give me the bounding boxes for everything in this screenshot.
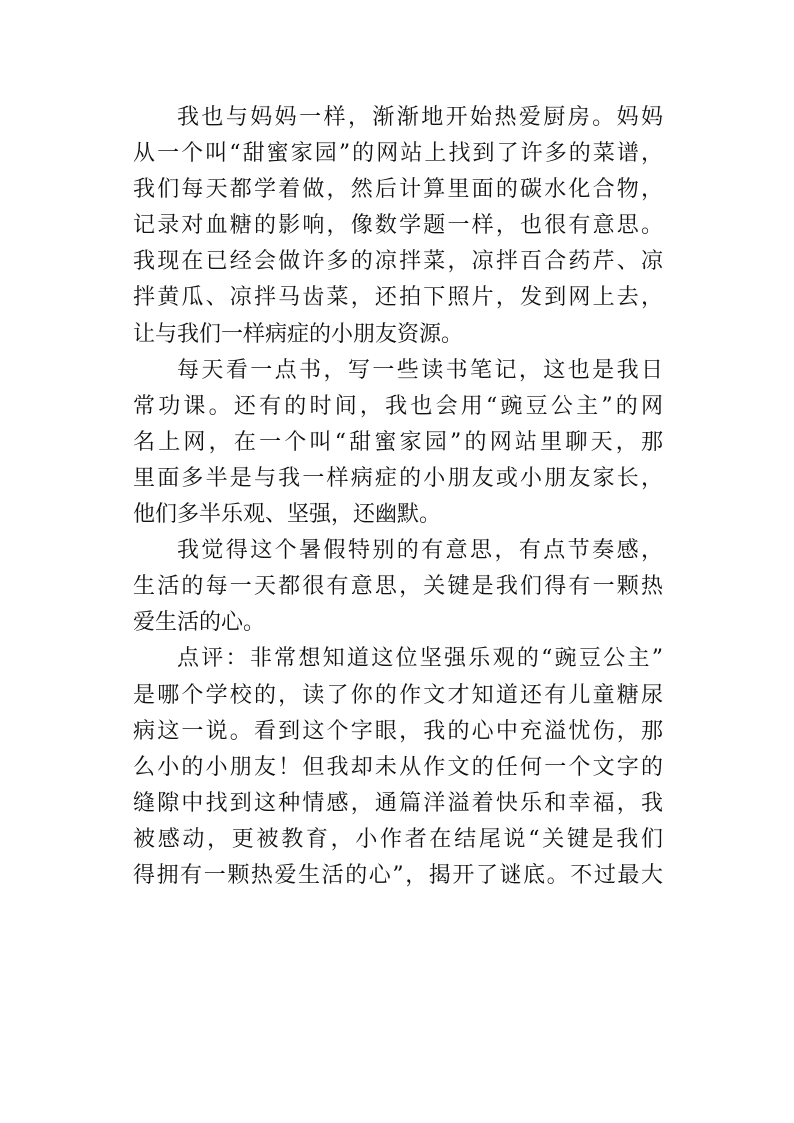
text-line: 每天看一点书，写一些读书笔记，这也是我日 bbox=[177, 357, 663, 383]
paragraph bbox=[133, 353, 663, 533]
text-line: 么小的小朋友！但我却未从作文的任何一个文字的 bbox=[133, 754, 663, 780]
paragraph bbox=[133, 533, 663, 641]
text-line: 我们每天都学着做，然后计算里面的碳水化合物， bbox=[133, 177, 663, 203]
text-line: 常功课。还有的时间，我也会用“豌豆公主”的网 bbox=[133, 393, 663, 419]
paragraph bbox=[133, 100, 663, 353]
text-line: 缝隙中找到这种情感，通篇洋溢着快乐和幸福，我 bbox=[133, 790, 663, 816]
text-line: 病这一说。看到这个字眼，我的心中充溢忧伤，那 bbox=[133, 718, 663, 744]
paragraph bbox=[133, 641, 663, 894]
text-line: 得拥有一颗热爱生活的心”，揭开了谜底。不过最大 bbox=[133, 862, 663, 888]
text-line: 从一个叫“甜蜜家园”的网站上找到了许多的菜谱， bbox=[133, 141, 663, 167]
text-line: 里面多半是与我一样病症的小朋友或小朋友家长， bbox=[133, 465, 663, 491]
text-line: 被感动，更被教育，小作者在结尾说“关键是我们 bbox=[133, 826, 663, 852]
text-line: 生活的每一天都很有意思，关键是我们得有一颗热 bbox=[133, 574, 663, 600]
text-line: 名上网，在一个叫“甜蜜家园”的网站里聊天，那 bbox=[133, 429, 663, 455]
text-line: 爱生活的心。 bbox=[133, 610, 266, 636]
text-line: 拌黄瓜、凉拌马齿菜，还拍下照片，发到网上去， bbox=[133, 285, 663, 311]
text-line: 我觉得这个暑假特别的有意思，有点节奏感， bbox=[177, 538, 663, 564]
text-line: 点评：非常想知道这位坚强乐观的“豌豆公主” bbox=[177, 646, 663, 672]
text-line: 是哪个学校的，读了你的作文才知道还有儿童糖尿 bbox=[133, 682, 663, 708]
text-line: 我现在已经会做许多的凉拌菜，凉拌百合药芹、凉 bbox=[133, 249, 663, 275]
text-line: 他们多半乐观、坚强，还幽默。 bbox=[133, 502, 442, 528]
document-body bbox=[133, 100, 663, 894]
text-line: 让与我们一样病症的小朋友资源。 bbox=[133, 321, 464, 347]
text-line: 我也与妈妈一样，渐渐地开始热爱厨房。妈妈 bbox=[177, 105, 663, 130]
text-line: 记录对血糖的影响，像数学题一样，也很有意思。 bbox=[133, 213, 663, 239]
